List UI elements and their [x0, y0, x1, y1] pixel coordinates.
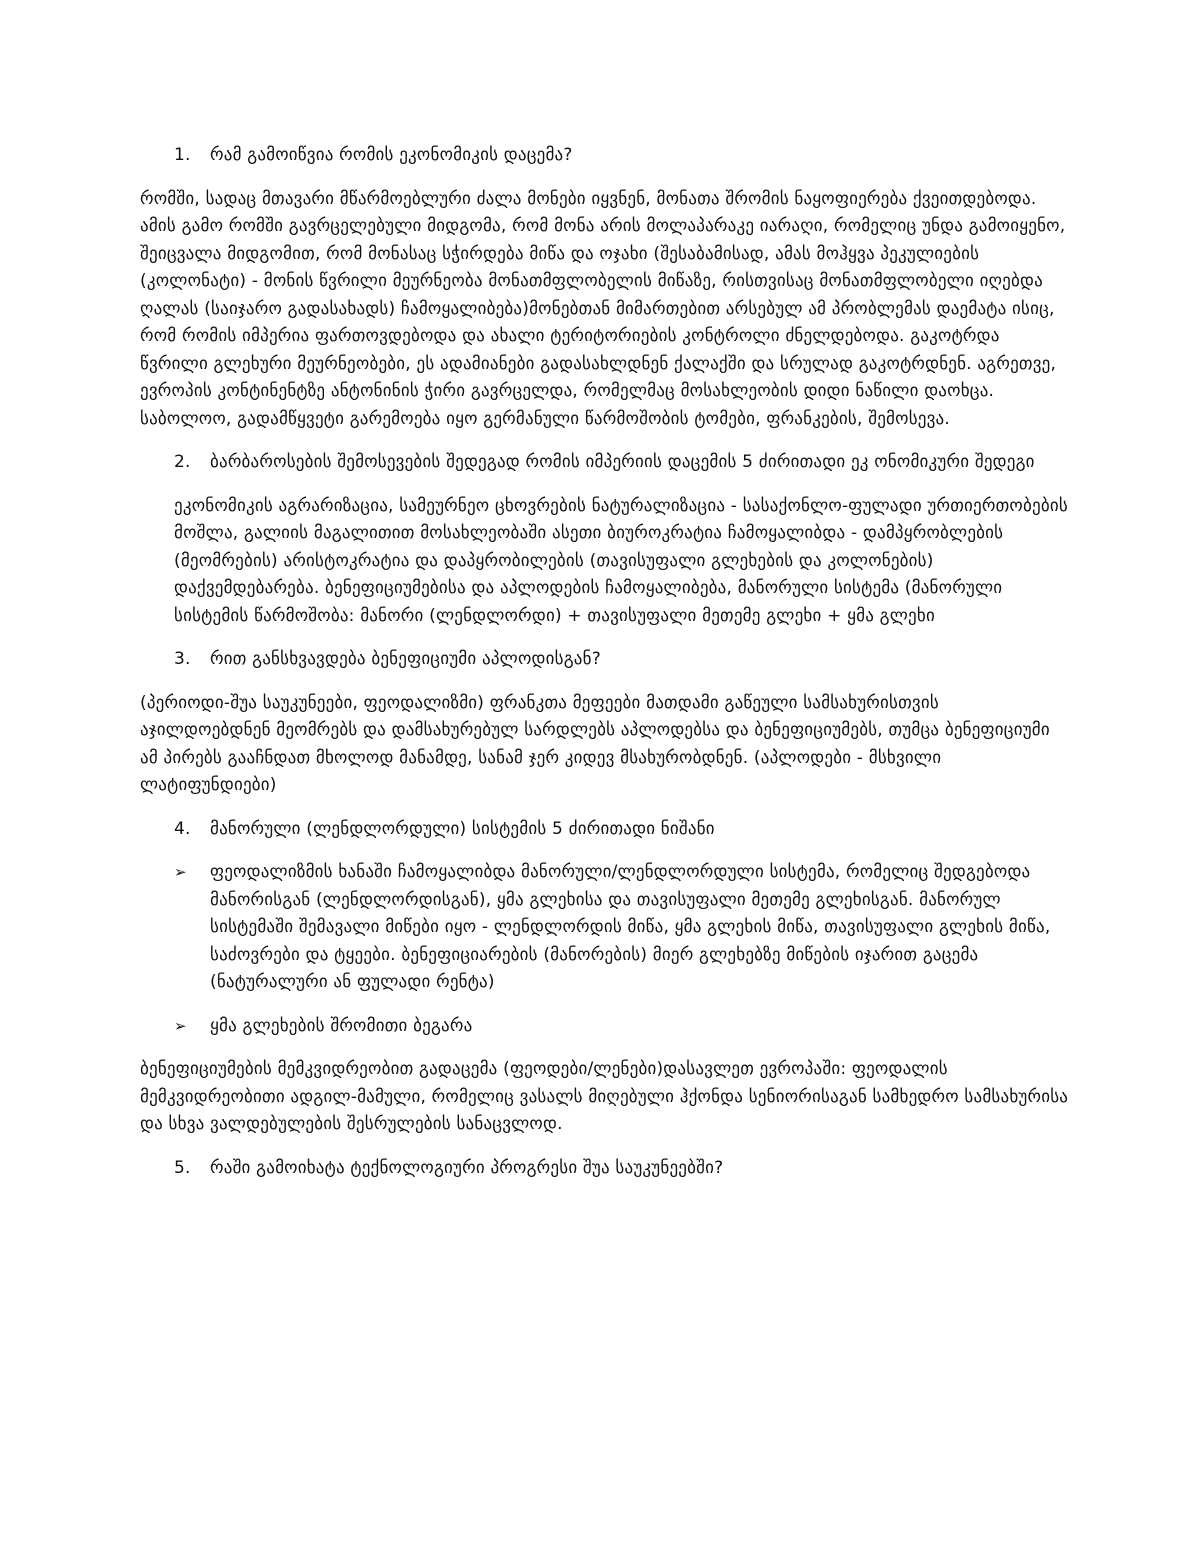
question-text: რაში გამოიხატა ტექნოლოგიური პროგრესი შუა საუკუნეებში? [210, 1157, 724, 1178]
question-text: რამ გამოიწვია რომის ეკონომიკის დაცემა? [210, 145, 573, 165]
question-4 [174, 816, 1070, 844]
bullet-item-2 [174, 1013, 1070, 1041]
question-2 [174, 449, 1070, 477]
question-3 [174, 646, 1070, 674]
answer-paragraph-3: (პერიოდი-შუა საუკუნეები, ფეოდალიზმი) ფრანკთა მეფეები მათდამი გაწეული სამსახურისთვის აჯილდოებდნენ მეომრებს და დამსახურებულ სარდლებს აპლოდებსა და ბენეფიციუმებს, თუმცა ბენეფიციუმი ამ პირებს გააჩნდათ მხოლოდ მანამდე, სანამ ჯერ კიდევ მსახურობდნენ. (აპლოდები - მსხვილი ლატიფუნდიები) [140, 692, 1050, 795]
question-number: 1. [174, 145, 191, 165]
bullet-text: ყმა გლეხების შრომითი ბეგარა [210, 1015, 473, 1036]
answer-paragraph-4: ბენეფიციუმების მემკვიდრეობით გადაცემა (ფეოდები/ლენები)დასავლეთ ევროპაში: ფეოდალის მემკვიდრეობითი ადგილ-მამული, რომელიც ვასალს მიღებული ჰქონდა სენიორისაგან სამხედრო სამსახურისა და სხვა ვალდებულების შესრულების სანაცვლოდ. [140, 1059, 1069, 1134]
answer-paragraph-2: ეკონომიკის აგრარიზაცია, სამეურნეო ცხოვრების ნატურალიზაცია - სასაქონლო-ფულადი ურთიერთობების მოშლა, გალიის მაგალითით მოსახლეობაში ასეთი ბიუროკრატია ჩამოყალიბდა - დამპყრობლების (მეომრების) არისტოკრატია და დაპყრობილების (თავისუფალი გლეხების და კოლონების) დაქვემდებარება. ბენეფიციუმებისა და აპლოდების ჩამოყალიბება, მანორული სისტემა (მანორული სისტემის წარმოშობა: მანორი (ლენდლორდი) + თავისუფალი მეთემე გლეხი + ყმა გლეხი [174, 495, 1068, 626]
question-text: მანორული (ლენდლორდული) სისტემის 5 ძირითადი ნიშანი [210, 818, 715, 839]
question-number: 5. [174, 1157, 191, 1178]
bullet-item-1 [174, 859, 1070, 997]
question-1 [174, 142, 1070, 170]
question-number: 2. [174, 452, 191, 472]
bullet-text: ფეოდალიზმის ხანაში ჩამოყალიბდა მანორული/ლენდლორდული სისტემა, რომელიც შედგებოდა მანორისგან (ლენდლორდისგან), ყმა გლეხისა და თავისუფალი მეთემე გლეხისგან. მანორულ სისტემაში შემავალი მიწები იყო - ლენდლორდის მიწა, ყმა გლეხის მიწა, თავისუფალი გლეხის მიწა, საძოვრები და ტყეები. ბენეფიციარების (მანორების) მიერ გლეხებზე მიწების იჯარით გაცემა (ნატურალური ან ფულადი რენტა) [210, 862, 1051, 992]
question-5 [174, 1155, 1070, 1183]
question-number: 3. [174, 649, 191, 669]
arrow-bullet-icon: ➢ [174, 1016, 187, 1035]
question-number: 4. [174, 818, 191, 839]
answer-paragraph-1: რომში, სადაც მთავარი მწარმოებლური ძალა მონები იყვნენ, მონათა შრომის ნაყოფიერება ქვეითდებოდა. ამის გამო რომში გავრცელებული მიდგომა, რომ მონა არის მოლაპარაკე იარაღი, რომელიც უნდა გამოიყენო, შეიცვალა მიდგომით, რომ მონასაც სჭირდება მიწა და ოჯახი (შესაბამისად, ამას მოჰყვა პეკულიების (კოლონატი) - მონის წვრილი მეურნეობა მონათმფლობელის მიწაზე, რისთვისაც მონათმფლობელი იღებდა ღალას (საიჯარო გადასახადს) ჩამოყალიბება)მონებთან მიმართებით არსებულ ამ პრობლემას დაემატა ისიც, რომ რომის იმპერია ფართოვდებოდა და ახალი ტერიტორიების კონტროლი ძნელდებოდა. გაკოტრდა წვრილი გლეხური მეურნეობები, ეს ადამიანები გადასახლდნენ ქალაქში და სრულად გაკოტრდნენ. აგრეთვე, ევროპის კონტინენტზე ანტონინის ჭირი გავრცელდა, რომელმაც მოსახლეობის დიდი ნაწილი დაოხცა. საბოლოო, გადამწყვეტი გარემოება იყო გერმანული წარმოშობის ტომები, ფრანკების, შემოსევა. [140, 188, 1066, 429]
question-text: რით განსხვავდება ბენეფიციუმი აპლოდისგან? [210, 649, 601, 669]
question-text: ბარბაროსების შემოსევების შედეგად რომის იმპერიის დაცემის 5 ძირითადი ეკ ონომიკური შედეგი [210, 452, 1035, 472]
arrow-bullet-icon: ➢ [174, 863, 187, 881]
